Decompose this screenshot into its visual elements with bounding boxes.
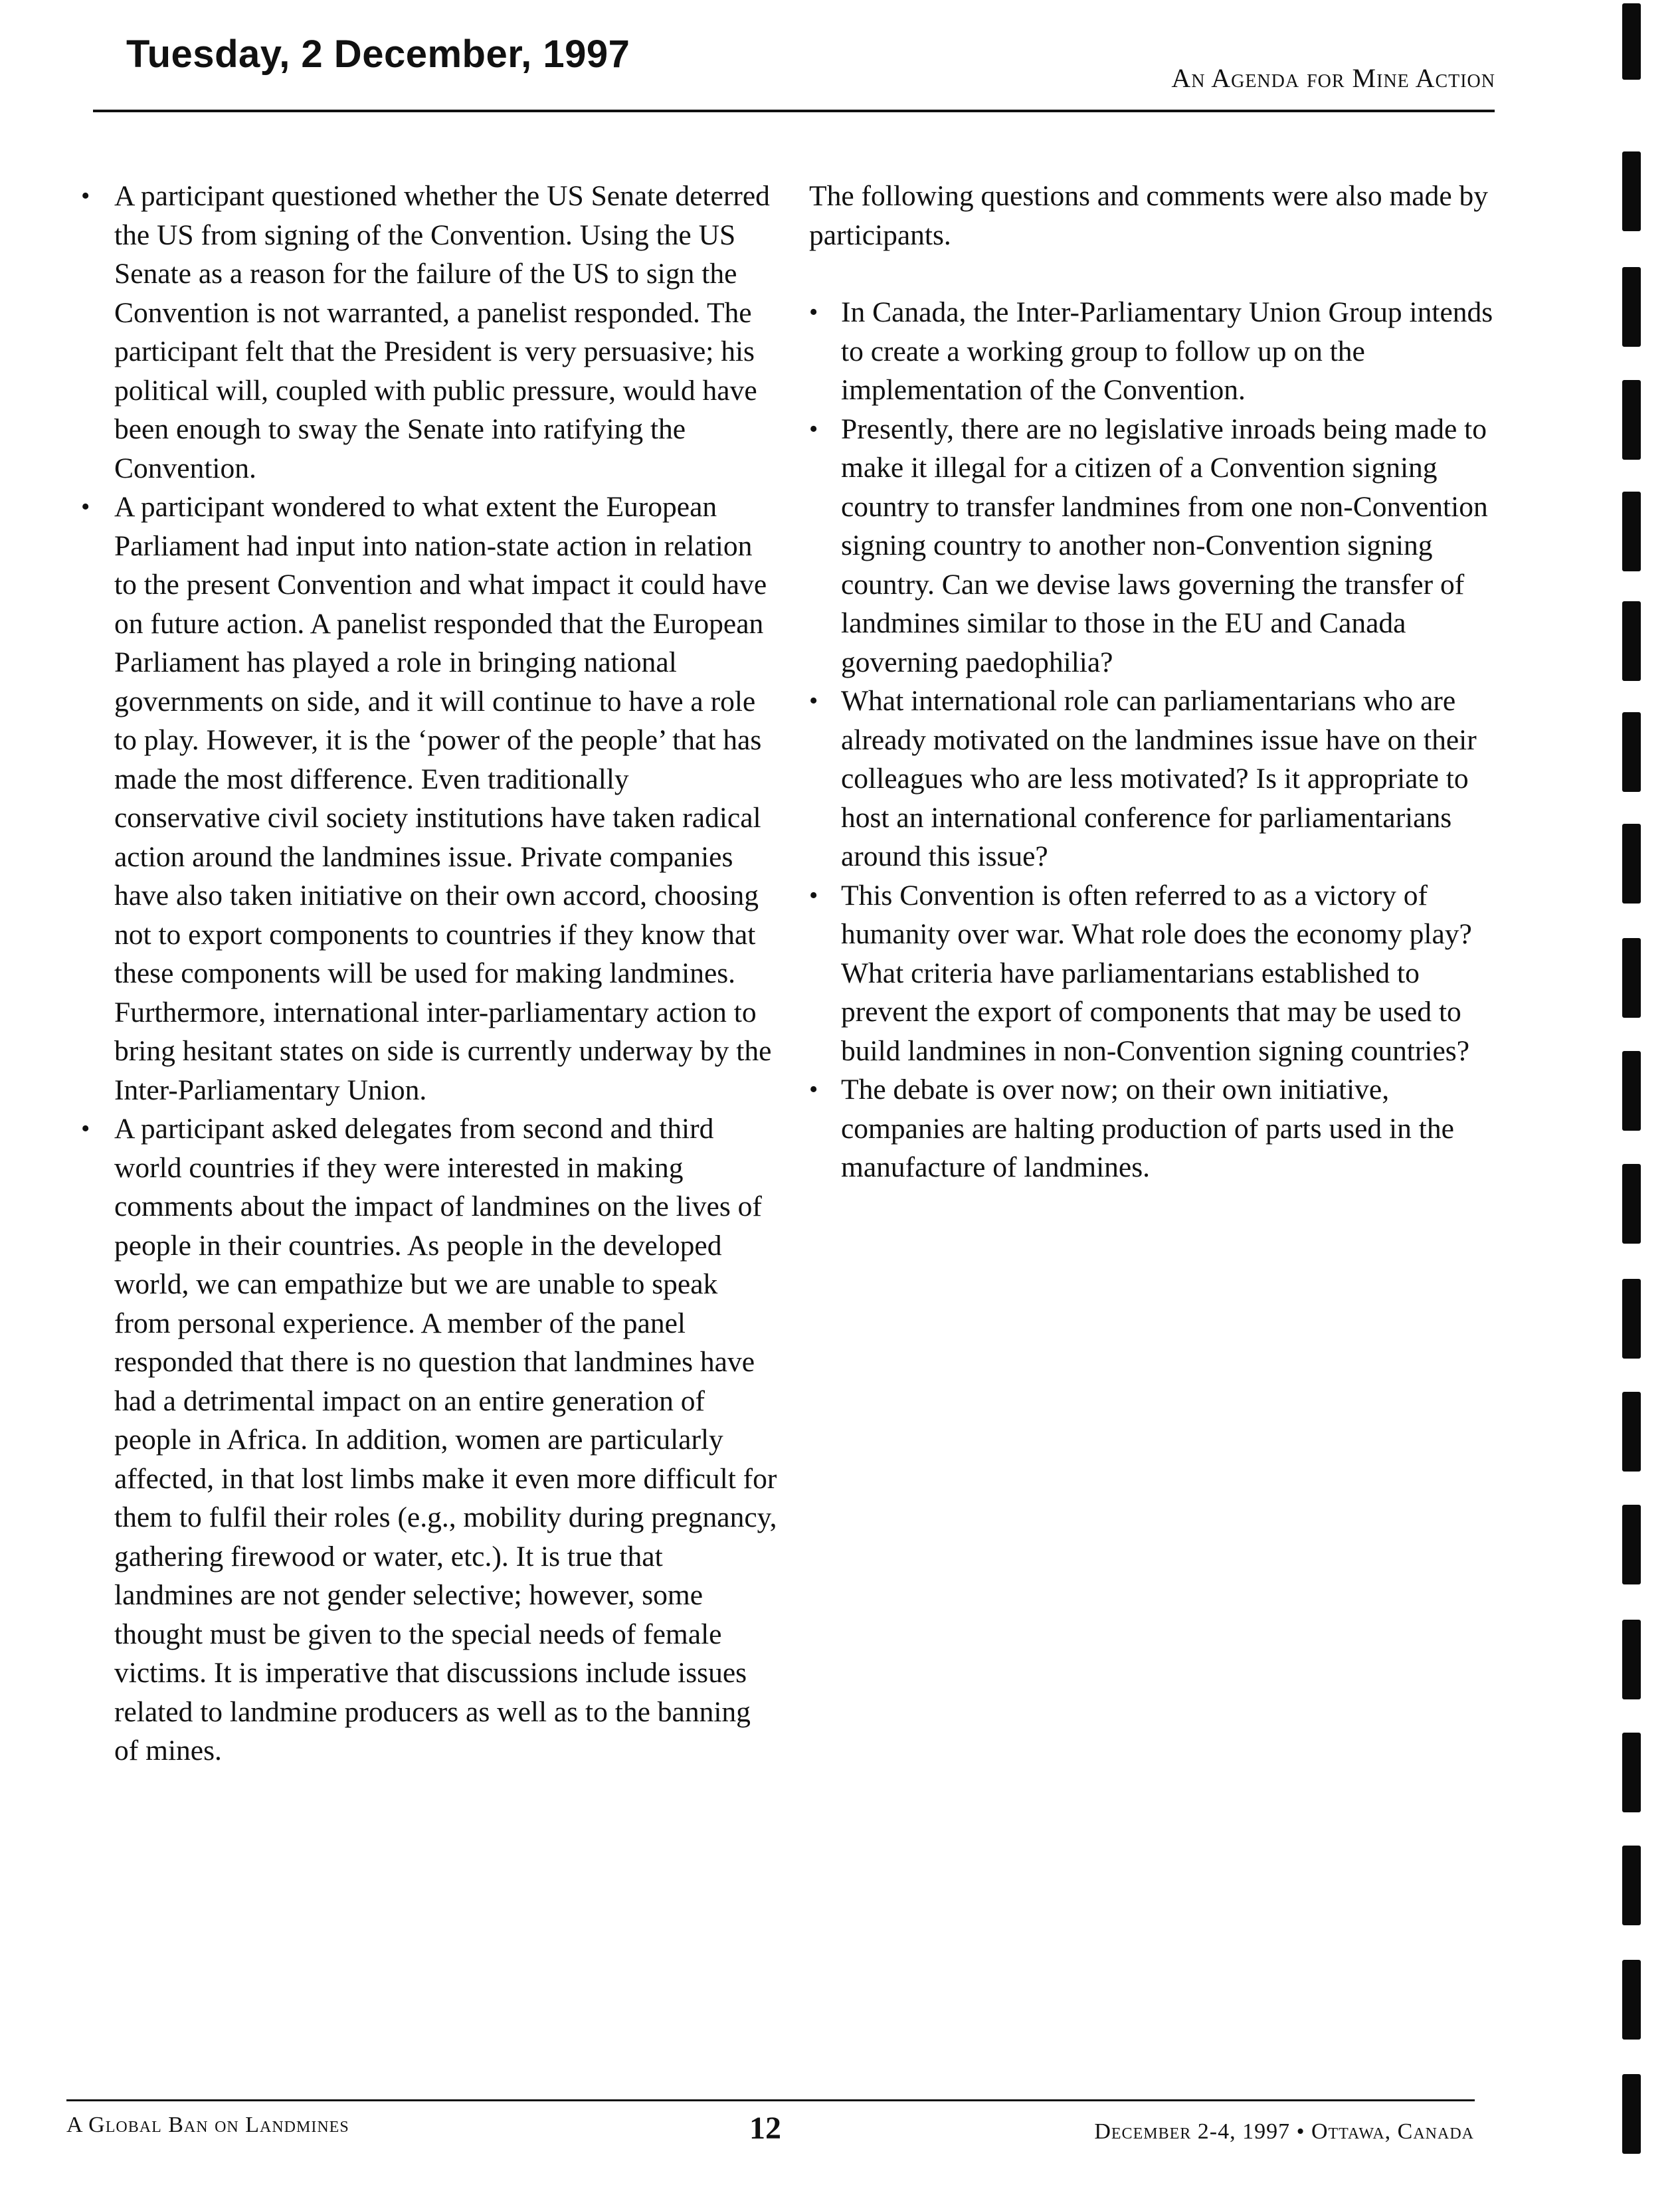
bullet-icon: • [81,182,90,210]
header-title: An Agenda for Mine Action [1171,63,1495,93]
bullet-icon: • [809,1076,818,1103]
binding-mark [1622,492,1641,571]
list-item-text: In Canada, the Inter-Parliamentary Union Group intends to create a working group to follow up on the implementation of the Convention. [841,296,1493,406]
right-bullet-list [809,293,1507,1187]
bullet-icon: • [809,298,818,326]
list-item [809,1070,1507,1187]
bullet-icon: • [809,687,818,715]
bullet-icon: • [81,1115,90,1143]
list-item-text: This Convention is often referred to as a victory of humanity over war. What role does the economy play? What criteria have parliamentarians established to prevent the export of components that may be used to build landmines in non-Convention signing countries? [841,879,1472,1067]
page-number: 12 [749,2111,781,2146]
list-item-text: A participant wondered to what extent the European Parliament had input into nation-state action in relation to the present Convention and what impact it could have on future action. A panelist responded that the European Parliament has played a role in bringing national governments on side, and it will continue to have a role to play. However, it is the ‘power of the people’ that has made the most difference. Even traditionally conservative civil society institutions have taken radical action around the landmines issue. Private companies have also taken initiative on their own accord, choosing not to export components to countries if they know that these components will be used for making landmines. Furthermore, international inter-parliamentary action to bring hesitant states on side is currently underway by the Inter-Parliamentary Union. [114,491,772,1106]
header-date: Tuesday, 2 December, 1997 [126,33,630,76]
left-bullet-list [73,177,777,1770]
footer-event-info: December 2-4, 1997 • Ottawa, Canada [1094,2119,1474,2144]
right-column [809,177,1507,1187]
list-item [809,682,1507,876]
left-column [73,177,777,1770]
list-item-text: Presently, there are no legislative inroads being made to make it illegal for a citizen of a Convention signing country to transfer landmines from one non-Convention signing country to another non-Convention signing country. Can we devise laws governing the transfer of landmines similar to those in the EU and Canada governing paedophilia? [841,413,1488,678]
binding-mark [1622,1620,1641,1699]
binding-mark [1622,3,1641,80]
binding-mark [1622,151,1641,231]
binding-mark [1622,380,1641,460]
footer-rule [66,2099,1475,2101]
list-item [809,876,1507,1071]
bullet-icon: • [81,493,90,521]
binding-mark [1622,1051,1641,1131]
right-intro-paragraph: The following questions and comments were also made by participants. [809,180,1489,251]
binding-mark [1622,1392,1641,1472]
list-item [809,410,1507,682]
binding-mark [1622,1733,1641,1812]
footer-publication-title: A Global Ban on Landmines [66,2113,349,2137]
list-item [73,488,777,1109]
binding-mark [1622,1960,1641,2040]
list-item [809,293,1507,410]
list-item [73,1109,777,1770]
list-item-text: A participant questioned whether the US Senate deterred the US from signing of the Convention. Using the US Senate as a reason for the failure of the US to sign the Convention is not warranted, a panelist responded. The participant felt that the President is very persuasive; his political will, coupled with public pressure, would have been enough to sway the Senate into ratifying the Convention. [114,180,770,484]
binding-mark [1622,2074,1641,2154]
binding-mark [1622,601,1641,681]
binding-mark [1622,712,1641,792]
binding-mark [1622,938,1641,1018]
list-item-text: A participant asked delegates from second and third world countries if they were interested in making comments about the impact of landmines on the lives of people in their countries. As people in the developed world, we can empathize but we are unable to speak from personal experience. A member of the panel responded that there is no question that landmines have had a detrimental impact on an entire generation of people in Africa. In addition, women are particularly affected, in that lost limbs make it even more difficult for them to fulfil their roles (e.g., mobility during pregnancy, gathering firewood or water, etc.). It is true that landmines are not gender selective; however, some thought must be given to the special needs of female victims. It is imperative that discussions include issues related to landmine producers as well as to the banning of mines. [114,1113,777,1766]
list-item-text: What international role can parliamentarians who are already motivated on the landmines issue have on their colleagues who are less motivated? Is it appropriate to host an international conference for parliamentarians around this issue? [841,685,1477,872]
binding-mark [1622,267,1641,347]
binding-marks [1622,0,1662,2195]
bullet-icon: • [809,881,818,909]
binding-mark [1622,1164,1641,1244]
bullet-icon: • [809,415,818,443]
binding-mark [1622,1846,1641,1925]
header-rule [93,110,1495,112]
list-item [73,177,777,488]
binding-mark [1622,824,1641,904]
binding-mark [1622,1279,1641,1359]
binding-mark [1622,1505,1641,1584]
list-item-text: The debate is over now; on their own initiative, companies are halting production of parts used in the manufacture of landmines. [841,1074,1454,1183]
